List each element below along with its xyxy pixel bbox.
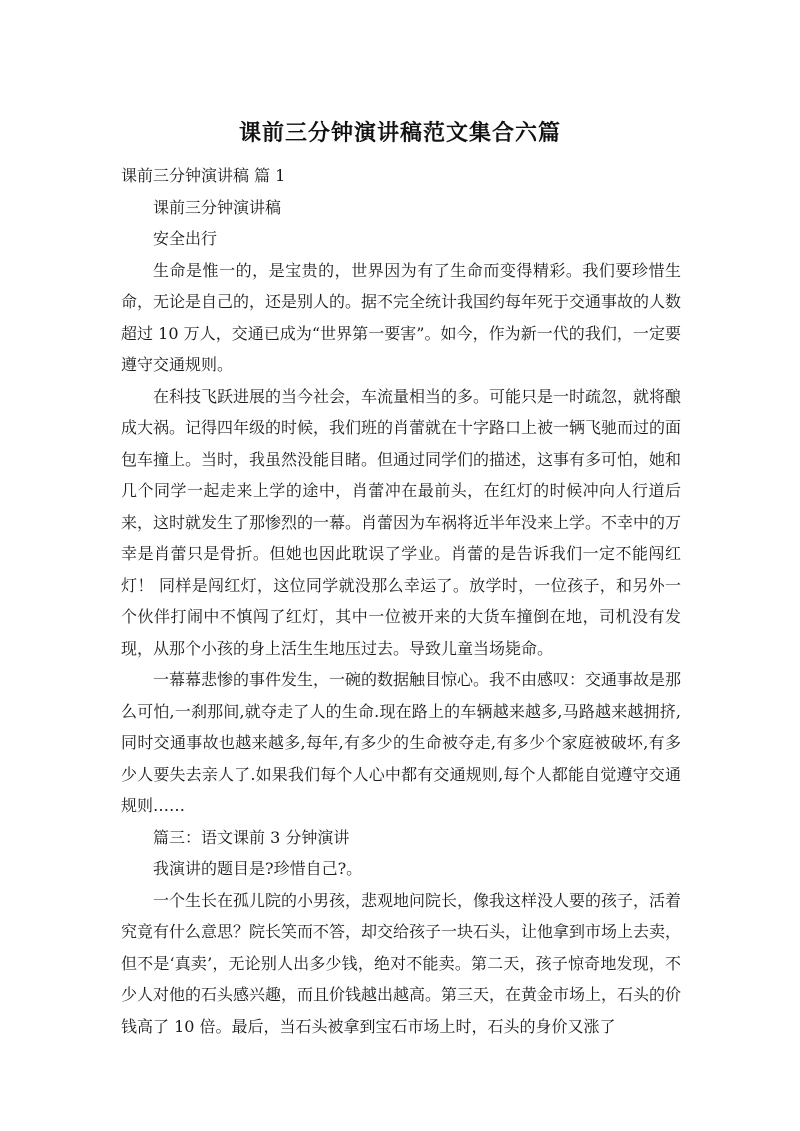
body-paragraph: 生命是惟一的，是宝贵的，世界因为有了生命而变得精彩。我们要珍惜生命，无论是自己的，还是别人的。据不完全统计我国约每年死于交通事故的人数超过 10 万人，交通已成为“世界第一要害”。如今，作为新一代的我们，一定要遵守交通规则。 (121, 260, 682, 374)
speech-topic-paragraph: 我演讲的题目是?珍惜自己?。 (153, 859, 363, 878)
section-three-heading: 篇三：语文课前 3 分钟演讲 (153, 827, 350, 847)
topic-paragraph: 安全出行 (153, 229, 218, 248)
section-heading: 课前三分钟演讲稿 篇 1 (121, 166, 286, 185)
subtitle-paragraph: 课前三分钟演讲稿 (153, 197, 282, 217)
document-title: 课前三分钟演讲稿范文集合六篇 (238, 121, 561, 146)
body-paragraph: 一幕幕悲惨的事件发生，一碗的数据触目惊心。我不由感叹：交通事故是那么可怕,一刹那间,就夺走了人的生命.现在路上的车辆越来越多,马路越来越拥挤,同时交通事故也越来越多,每年,有多少的生命被夺走,有多少个家庭被破坏,有多少人要失去亲人了.如果我们每个人心中都有交通规则,每个人都能自觉遵守交通规则…… (121, 670, 682, 815)
document-body (121, 160, 681, 1042)
body-paragraph: 一个生长在孤儿院的小男孩，悲观地问院长，像我这样没人要的孩子，活着究竟有什么意思？院长笑而不答，却交给孩子一块石头，让他拿到市场上去卖，但不是‘真卖’，无论别人出多少钱，绝对不能卖。第二天，孩子惊奇地发现，不少人对他的石头感兴趣，而且价钱越出越高。第三天，在黄金市场上，石头的价钱高了 10 倍。最后，当石头被拿到宝石市场上时，石头的身价又涨了 (121, 890, 682, 1036)
body-paragraph: 在科技飞跃进展的当今社会，车流量相当的多。可能只是一时疏忽，就将酿成大祸。记得四年级的时候，我们班的肖蕾就在十字路口上被一辆飞驰而过的面包车撞上。当时，我虽然没能目睹。但通过同学们的描述，这事有多可怕，她和几个同学一起走来上学的途中，肖蕾冲在最前头，在红灯的时候冲向人行道后来，这时就发生了那惨烈的一幕。肖蕾因为车祸将近半年没来上学。不幸中的万幸是肖蕾只是骨折。但她也因此耽误了学业。肖蕾的是告诉我们一定不能闯红灯！ 同样是闯红灯，这位同学就没那么幸运了。放学时，一位孩子，和另外一个伙伴打闹中不慎闯了红灯，其中一位被开来的大货车撞倒在地，司机没有发现，从那个小孩的身上活生生地压过去。导致儿童当场毙命。 (121, 386, 682, 658)
